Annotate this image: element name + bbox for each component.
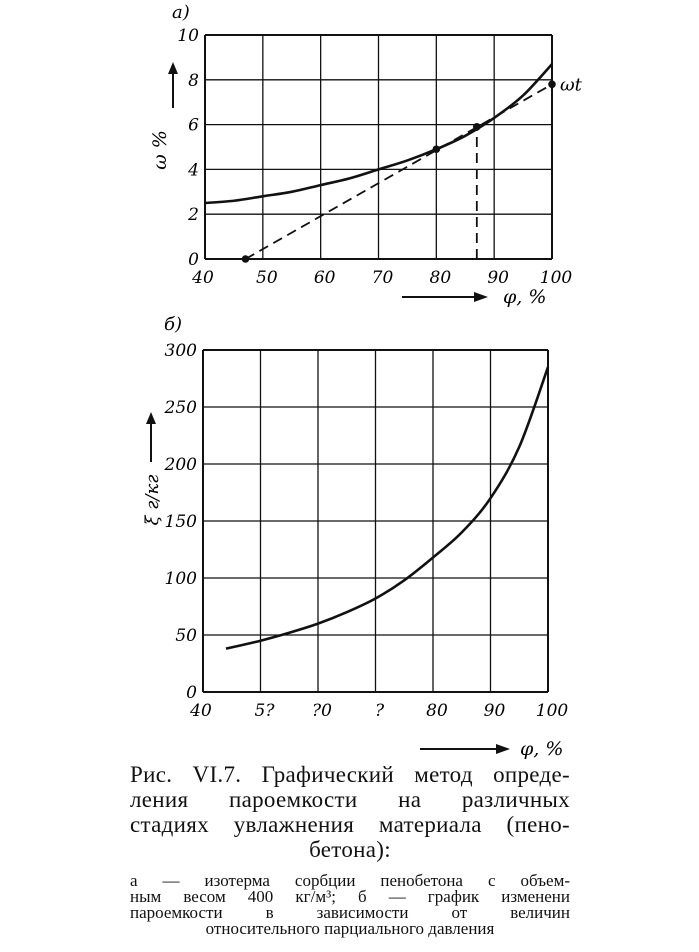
y-tick-label: 10 xyxy=(177,26,199,46)
panel-a-y-label: ω % xyxy=(149,130,171,170)
panel-a-y-arrow-head xyxy=(168,62,178,74)
point-label: ωt xyxy=(560,74,582,96)
series-vapor-capacity xyxy=(226,367,548,649)
y-tick-label: 8 xyxy=(188,70,199,91)
panel-a-x-ticks xyxy=(191,268,572,288)
legend-line-4: относительного парциального давления xyxy=(205,919,495,938)
x-tick-label: 100 xyxy=(539,268,573,288)
legend-line-2: ным весом 400 кг/м³; б — график изменени xyxy=(130,887,570,906)
y-tick-label: 0 xyxy=(188,250,199,270)
x-tick-label: 40 xyxy=(190,701,212,721)
x-tick-label: 5? xyxy=(254,701,275,721)
legend-line-3: пароемкости в зависимости от величин xyxy=(130,903,570,922)
panel-b-x-ticks xyxy=(189,701,568,721)
y-tick-label: 6 xyxy=(188,115,199,136)
x-tick-label: 80 xyxy=(429,268,452,288)
x-tick-label: ?0 xyxy=(312,701,332,721)
panel-a-label: а) xyxy=(172,2,190,23)
y-tick-label: 150 xyxy=(164,512,197,532)
y-tick-label: 2 xyxy=(188,205,199,226)
figure-caption xyxy=(130,762,570,862)
panel-b-y-arrow-head xyxy=(146,412,156,424)
y-tick-label: 4 xyxy=(188,160,199,181)
caption-line-4: бетона): xyxy=(309,837,391,862)
y-tick-label: 100 xyxy=(164,569,197,589)
x-tick-label: 100 xyxy=(535,701,569,721)
panel-b-series xyxy=(226,367,548,649)
panel-a-x-label: φ, % xyxy=(503,286,547,308)
x-tick-label: 50 xyxy=(256,268,278,288)
panel-a-x-arrow-head xyxy=(474,292,488,302)
y-tick-label: 200 xyxy=(164,455,197,475)
caption-line-2: ления пароемкости на различных xyxy=(130,787,570,812)
panel-b xyxy=(142,314,568,760)
x-tick-label: 80 xyxy=(426,701,448,721)
figure-legend-text xyxy=(130,873,570,937)
panel-b-grid xyxy=(203,350,548,692)
y-tick-label: 0 xyxy=(186,683,197,703)
panel-b-y-ticks xyxy=(164,341,198,703)
panel-a-points xyxy=(242,74,583,263)
panel-b-y-label: ξ г/кг xyxy=(142,474,163,526)
y-tick-label: 300 xyxy=(164,341,197,361)
panel-a-y-ticks xyxy=(177,26,199,270)
legend-line-1: а — изотерма сорбции пенобетона с объем- xyxy=(130,871,570,890)
data-point xyxy=(242,255,250,263)
panel-a xyxy=(149,2,583,308)
panel-b-label: б) xyxy=(164,314,183,335)
data-point xyxy=(473,123,481,131)
panel-b-x-arrow-head xyxy=(496,744,510,754)
x-tick-label: ? xyxy=(374,701,385,721)
panel-b-x-label: φ, % xyxy=(520,738,564,760)
x-tick-label: 70 xyxy=(371,268,394,288)
data-point xyxy=(548,80,556,88)
x-tick-label: 90 xyxy=(487,268,509,288)
caption-line-3: стадиях увлажнения материала (пено- xyxy=(130,812,570,837)
y-tick-label: 250 xyxy=(164,398,197,418)
caption-line-1: Рис. VI.7. Графический метод опреде- xyxy=(130,762,570,787)
data-point xyxy=(433,145,441,153)
y-tick-label: 50 xyxy=(175,626,197,646)
x-tick-label: 40 xyxy=(192,268,214,288)
panel-a-grid xyxy=(205,35,552,259)
x-tick-label: 90 xyxy=(483,701,506,721)
x-tick-label: 60 xyxy=(313,268,336,288)
